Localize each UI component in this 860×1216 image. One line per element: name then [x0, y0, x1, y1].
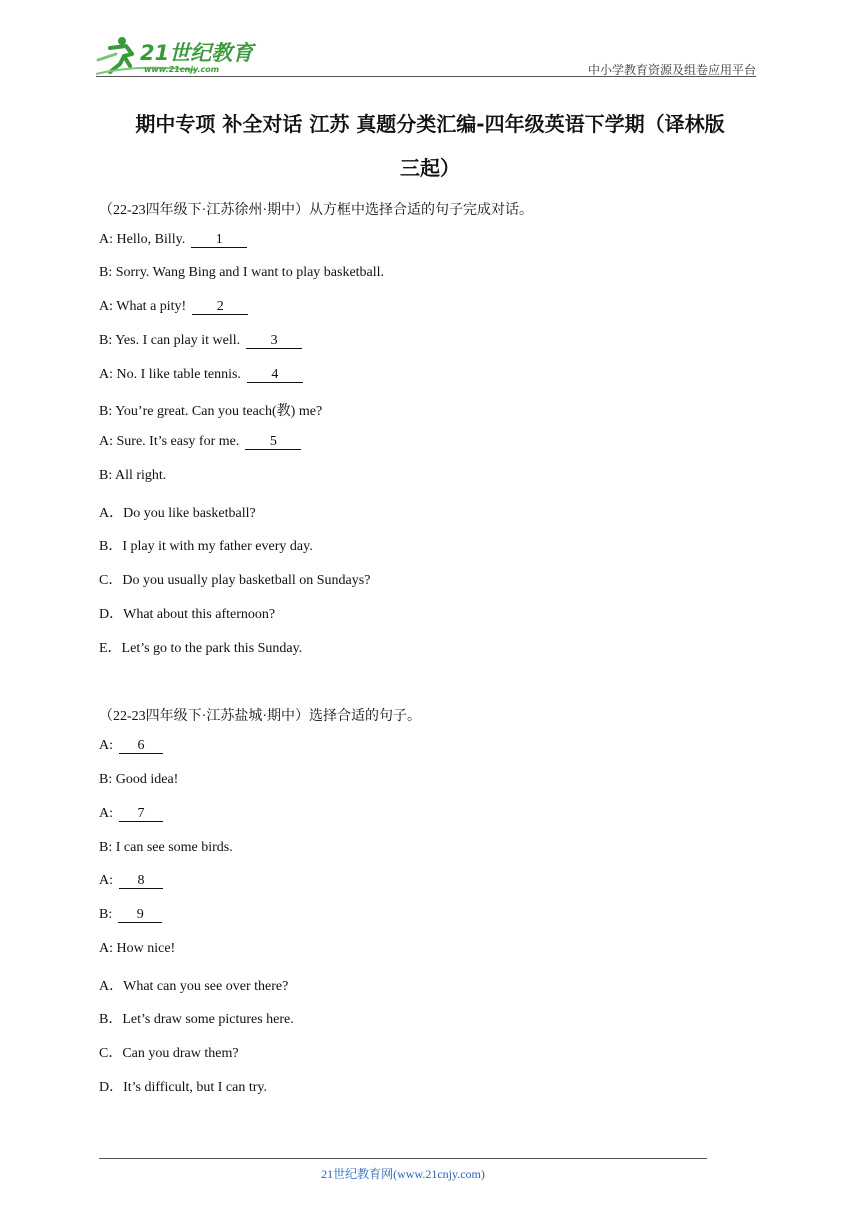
dialogue-line: A: 6 [99, 738, 163, 754]
page-header [96, 34, 756, 78]
dialogue-line: A: What a pity! 2 [99, 299, 248, 315]
option-e: E．Let’s go to the park this Sunday. [99, 641, 303, 656]
dialogue-line: B: 9 [99, 907, 162, 923]
option-c: C．Can you draw them? [99, 1046, 239, 1061]
option-a: A．Do you like basketball? [99, 506, 256, 521]
dialogue-line: B: Good idea! [99, 772, 179, 787]
footer-link[interactable]: 21世纪教育网(www.21cnjy.com) [321, 1167, 485, 1181]
dialogue-line: A: Hello, Billy. 1 [99, 232, 247, 248]
answer-blank-5: 5 [245, 434, 301, 450]
answer-blank-9: 9 [118, 907, 162, 923]
dialogue-line: B: I can see some birds. [99, 840, 233, 855]
dialogue-line: A: 8 [99, 873, 163, 889]
dialogue-line: B: Sorry. Wang Bing and I want to play basketball. [99, 265, 385, 280]
dialogue-line: A: Sure. It’s easy for me. 5 [99, 434, 301, 450]
answer-blank-2: 2 [192, 299, 248, 315]
answer-blank-4: 4 [247, 367, 303, 383]
header-divider [96, 76, 756, 77]
footer-divider [99, 1158, 707, 1159]
answer-blank-3: 3 [246, 333, 302, 349]
dialogue-line: A: 7 [99, 806, 163, 822]
answer-blank-7: 7 [119, 806, 163, 822]
dialogue-line: B: You’re great. Can you teach(教) me? [99, 404, 323, 419]
svg-text:21世纪教育: 21世纪教育 [140, 41, 254, 65]
answer-blank-1: 1 [191, 232, 247, 248]
answer-blank-6: 6 [119, 738, 163, 754]
option-b: B．Let’s draw some pictures here. [99, 1012, 294, 1027]
svg-text:www.21cnjy.com: www.21cnjy.com [144, 65, 220, 74]
page-title-line1: 期中专项 补全对话 江苏 真题分类汇编-四年级英语下学期（译林版 [135, 112, 725, 136]
option-d: D．What about this afternoon? [99, 607, 276, 622]
section1-instruction: （22-23四年级下·江苏徐州·期中）从方框中选择合适的句子完成对话。 [99, 203, 533, 218]
dialogue-line: A: No. I like table tennis. 4 [99, 367, 303, 383]
option-b: B．I play it with my father every day. [99, 539, 313, 554]
answer-blank-8: 8 [119, 873, 163, 889]
dialogue-line: B: All right. [99, 468, 167, 483]
section2-instruction: （22-23四年级下·江苏盐城·期中）选择合适的句子。 [99, 709, 421, 724]
option-a: A．What can you see over there? [99, 979, 289, 994]
logo-21cnjy [96, 34, 266, 78]
platform-name: 中小学教育资源及组卷应用平台 [587, 63, 756, 77]
dialogue-line: A: How nice! [99, 941, 176, 956]
page-title-line2: 三起） [400, 156, 460, 180]
option-c: C．Do you usually play basketball on Sundays? [99, 573, 371, 588]
option-d: D．It’s difficult, but I can try. [99, 1080, 267, 1095]
dialogue-line: B: Yes. I can play it well. 3 [99, 333, 302, 349]
